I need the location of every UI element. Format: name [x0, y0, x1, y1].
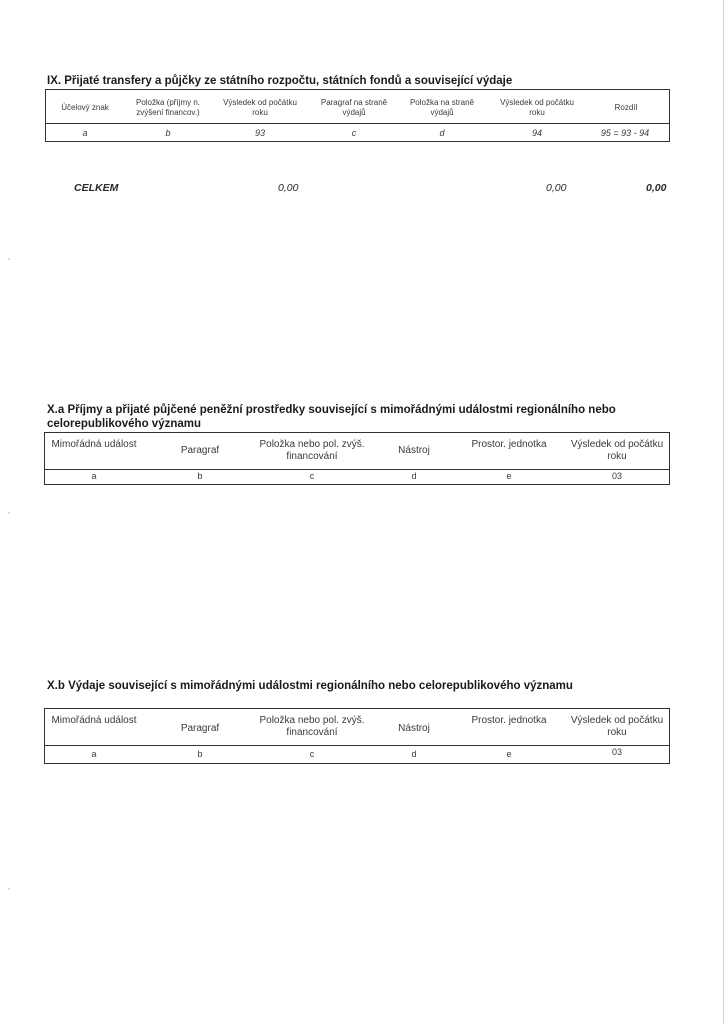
col-code-d: d — [439, 128, 445, 138]
col-header-polozka: Položka nebo pol. zvýš. financování — [259, 715, 365, 738]
header-divider — [45, 469, 669, 470]
col-code-e: e — [506, 749, 512, 759]
section-xa-title-line2: celorepublikového významu — [47, 418, 202, 430]
col-code-c: c — [309, 749, 315, 759]
col-header-paragraf: Paragraf — [180, 445, 220, 456]
col-header-mimoradna-udalost: Mimořádná událost — [51, 439, 137, 450]
section-xa-title-line1: X.a Příjmy a přijaté půjčené peněžní prostředky související s mimořádnými událostmi regionálního nebo — [47, 404, 616, 416]
col-header-nastroj: Nástroj — [398, 723, 430, 734]
total-label: CELKEM — [74, 182, 119, 194]
col-header-rozdil: Rozdíl — [614, 103, 638, 112]
scan-mark — [8, 888, 10, 890]
total-value-93: 0,00 — [278, 182, 299, 194]
col-header-mimoradna-udalost: Mimořádná událost — [51, 715, 137, 726]
header-divider — [45, 745, 669, 746]
col-code-a: a — [91, 749, 97, 759]
total-value-94: 0,00 — [546, 182, 567, 194]
col-code-d: d — [411, 749, 417, 759]
scan-mark — [8, 258, 10, 260]
col-header-polozka: Položka nebo pol. zvýš. financování — [259, 439, 365, 462]
col-code-03: 03 — [611, 471, 622, 481]
col-header-polozka-prijmy: Položka (příjmy n. zvýšení financov.) — [135, 98, 201, 117]
col-header-ucelovy-znak: Účelový znak — [61, 103, 109, 112]
col-header-vysledek: Výsledek od počátku roku — [570, 439, 664, 462]
col-code-a: a — [91, 471, 97, 481]
col-code-95: 95 = 93 - 94 — [600, 128, 650, 138]
section-xb-title: X.b Výdaje související s mimořádnými událostmi regionálního nebo celorepublikového významu — [47, 680, 573, 692]
col-code-d: d — [411, 471, 417, 481]
col-code-b: b — [197, 749, 203, 759]
header-divider — [46, 123, 669, 124]
col-code-c: c — [351, 128, 357, 138]
scan-mark — [8, 512, 10, 514]
col-code-03: 03 — [611, 747, 622, 757]
col-header-vysledek: Výsledek od počátku roku — [570, 715, 664, 738]
col-header-prostor-jednotka: Prostor. jednotka — [471, 439, 547, 450]
section-xb-header-table — [44, 708, 670, 764]
col-header-vysledek-94: Výsledek od počátku roku — [500, 98, 574, 117]
section-ix-header-table — [45, 89, 670, 142]
total-value-95: 0,00 — [646, 182, 667, 194]
col-header-prostor-jednotka: Prostor. jednotka — [471, 715, 547, 726]
col-header-paragraf-vydaju: Paragraf na straně výdajů — [320, 98, 388, 117]
col-code-c: c — [309, 471, 315, 481]
col-header-nastroj: Nástroj — [398, 445, 430, 456]
col-header-polozka-vydaju: Položka na straně výdajů — [409, 98, 475, 117]
col-code-93: 93 — [254, 128, 265, 138]
section-xa-header-table — [44, 432, 670, 485]
col-header-vysledek-93: Výsledek od počátku roku — [223, 98, 297, 117]
col-code-94: 94 — [531, 128, 542, 138]
col-header-paragraf: Paragraf — [180, 723, 220, 734]
col-code-b: b — [197, 471, 203, 481]
col-code-a: a — [82, 128, 88, 138]
section-ix-title: IX. Přijaté transfery a půjčky ze státního rozpočtu, státních fondů a související výdaje — [47, 75, 513, 87]
col-code-e: e — [506, 471, 512, 481]
col-code-b: b — [165, 128, 171, 138]
